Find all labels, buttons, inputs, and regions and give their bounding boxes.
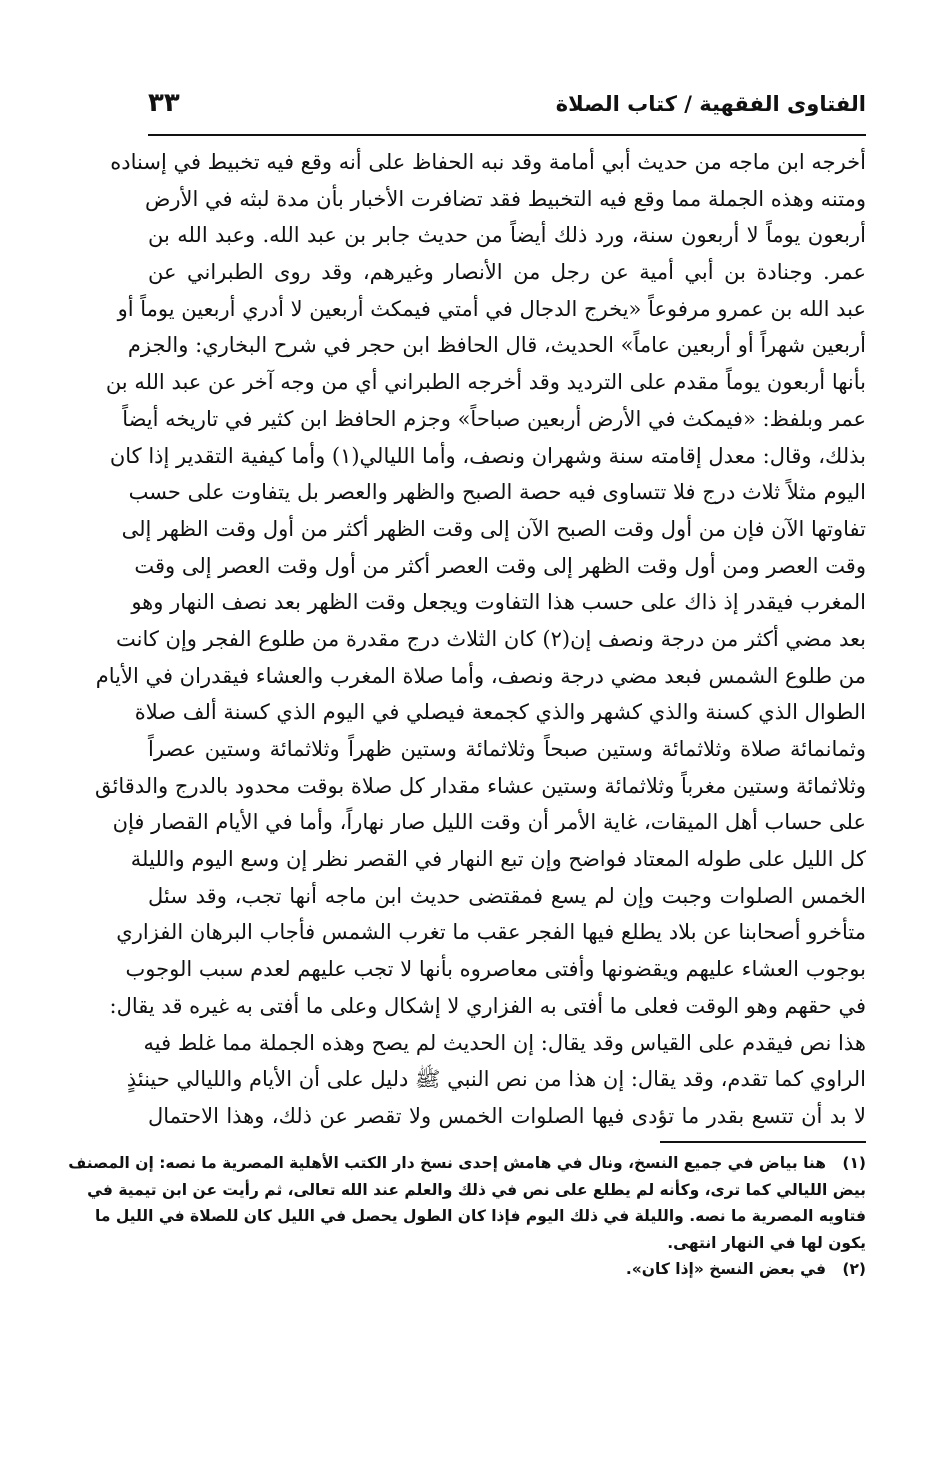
text-line: عمر وبلفظ: «فيمكث في الأرض أربعين صباحاً» وجزم الحافظ ابن كثير في تاريخه أيضاً: [122, 406, 866, 431]
footnote-line: فتاويه المصرية ما نصه. والليلة في ذلك اليوم فإذا كان الطول يحصل في الليل كان للصلاة في الليل ما: [95, 1207, 866, 1225]
text-line: وقت العصر ومن أول وقت الظهر إلى وقت العصر أكثر من أول وقت العصر إلى وقت: [134, 553, 866, 578]
text-line: في حقهم وهو الوقت فعلى ما أفتى به الفزاري لا إشكال وعلى ما أفتى به غيره قد يقال:: [109, 993, 866, 1018]
text-line: الطوال الذي كسنة والذي كشهر والذي كجمعة فيصلي في اليوم الذي كسنة ألف صلاة: [134, 700, 866, 725]
text-line: الراوي كما تقدم، وقد يقال: إن هذا من نص النبي ﷺ دليل على أن الأيام والليالي حينئذٍ: [126, 1067, 866, 1092]
text-line: وثمانمائة صلاة وثلاثمائة وستين صبحاً وثلاثمائة وستين ظهراً وثلاثمائة وستين عصراً: [148, 737, 866, 761]
text-line: بذلك، وقال: معدل إقامته سنة وشهران ونصف، وأما الليالي(١) وأما كيفية التقدير إذا كان: [109, 443, 866, 468]
text-line: لا بد أن تتسع بقدر ما تؤدى فيها الصلوات الخمس ولا تقصر عن ذلك، وهذا الاحتمال: [148, 1103, 866, 1128]
footnote-line: يكون لها في النهار انتهى.: [667, 1233, 866, 1252]
footnotes: [68, 1150, 866, 1283]
text-line: عمر. وجنادة بن أبي أمية عن رجل من الأنصار وغيرهم، وقد روى الطبراني عن: [148, 260, 866, 285]
text-line: ومتنه وهذه الجملة مما وقع فيه التخبيط فقد تضافرت الأخبار بأن مدة لبثه في الأرض: [144, 186, 866, 211]
footnote-line: [68, 1150, 866, 1177]
text-line: بوجوب العشاء عليهم ويقضونها وأفتى معاصروه بأنها لا تجب عليهم لعدم سبب الوجوب: [125, 957, 866, 982]
text-line: بعد مضي أكثر من درجة ونصف إن(٢) كان الثلاث درج مقدرة من طلوع الفجر وإن كانت: [116, 626, 866, 651]
page-number: ٣٣: [148, 88, 180, 118]
text-line: على حساب أهل الميقات، غاية الأمر أن وقت الليل صار نهاراً، وأما في الأيام القصار فإن: [112, 810, 866, 835]
footnote-separator: [660, 1141, 866, 1143]
text-line: بأنها أربعون يوماً مقدم على الترديد وقد أخرجه الطبراني أي من وجه آخر عن عبد الله بن: [105, 370, 866, 395]
footnote-text: في بعض النسخ «إذا كان».: [625, 1260, 826, 1278]
text-line: المغرب فيقدر إذ ذاك على حسب هذا التفاوت ويجعل وقت الظهر بعد نصف النهار وهو: [131, 590, 866, 615]
text-line: هذا نص فيقدم على القياس وقد يقال: إن الحديث لم يصح وهذه الجملة مما غلط فيه: [143, 1030, 866, 1055]
text-line: عبد الله بن عمرو مرفوعاً «يخرج الدجال في أمتي فيمكث أربعين لا أدري أربعين يوماً أو: [117, 296, 866, 321]
text-line: تفاوتها الآن فإن من أول وقت الصبح الآن إلى وقت الظهر أكثر من أول وقت الظهر إلى: [121, 516, 866, 541]
footnote-line: [148, 1256, 866, 1283]
text-line: أربعين شهراً أو أربعين عاماً» الحديث، قال الحافظ ابن حجر في شرح البخاري: والجزم: [127, 333, 866, 358]
footnote-line: بيض الليالي كما ترى، وكأنه لم يطلع على نص في ذلك والعلم عند الله تعالى، ثم رأيت عن ابن تيمية في: [87, 1180, 866, 1199]
footnote-text: هنا بياض في جميع النسخ، ونال في هامش إحدى نسخ دار الكتب الأهلية المصرية ما نصه: إن المصنف: [68, 1154, 826, 1172]
text-line: أربعون يوماً لا أربعون سنة، ورد ذلك أيضاً من حديث جابر بن عبد الله. وعبد الله بن: [148, 223, 866, 248]
running-title: الفتاوى الفقهية / كتاب الصلاة: [555, 92, 866, 116]
header-rule: [148, 134, 866, 136]
running-header: [148, 88, 866, 130]
footnote-marker: (١): [842, 1154, 866, 1172]
text-line: من طلوع الشمس فبعد مضي درجة ونصف، وأما صلاة المغرب والعشاء فيقدران في الأيام: [95, 663, 866, 688]
text-line: أخرجه ابن ماجه من حديث أبي أمامة وقد نبه الحفاظ على أنه وقع فيه تخبيط في إسناده: [110, 150, 866, 174]
footnote-marker: (٢): [842, 1260, 866, 1278]
main-text: [94, 144, 866, 1135]
text-line: وثلاثمائة وستين مغرباً وثلاثمائة وستين عشاء مقدار كل صلاة بوقت محدود بالدرج والدقائق: [94, 773, 866, 798]
text-line: اليوم مثلاً ثلاث درج فلا تتساوى فيه حصة الصبح والظهر والعصر بل يتفاوت على حسب: [128, 480, 866, 505]
text-line: متأخرو أصحابنا عن بلاد يطلع فيها الفجر عقب ما تغرب الشمس فأجاب البرهان الفزاري: [116, 920, 866, 945]
text-line: الخمس الصلوات وجبت وإن لم يسع فمقتضى حديث ابن ماجه أنها تجب، وقد سئل: [148, 883, 866, 908]
text-line: كل الليل على طوله المعتاد فواضح وإن تبع النهار في القصر نظر إن وسع اليوم والليلة: [130, 847, 866, 872]
